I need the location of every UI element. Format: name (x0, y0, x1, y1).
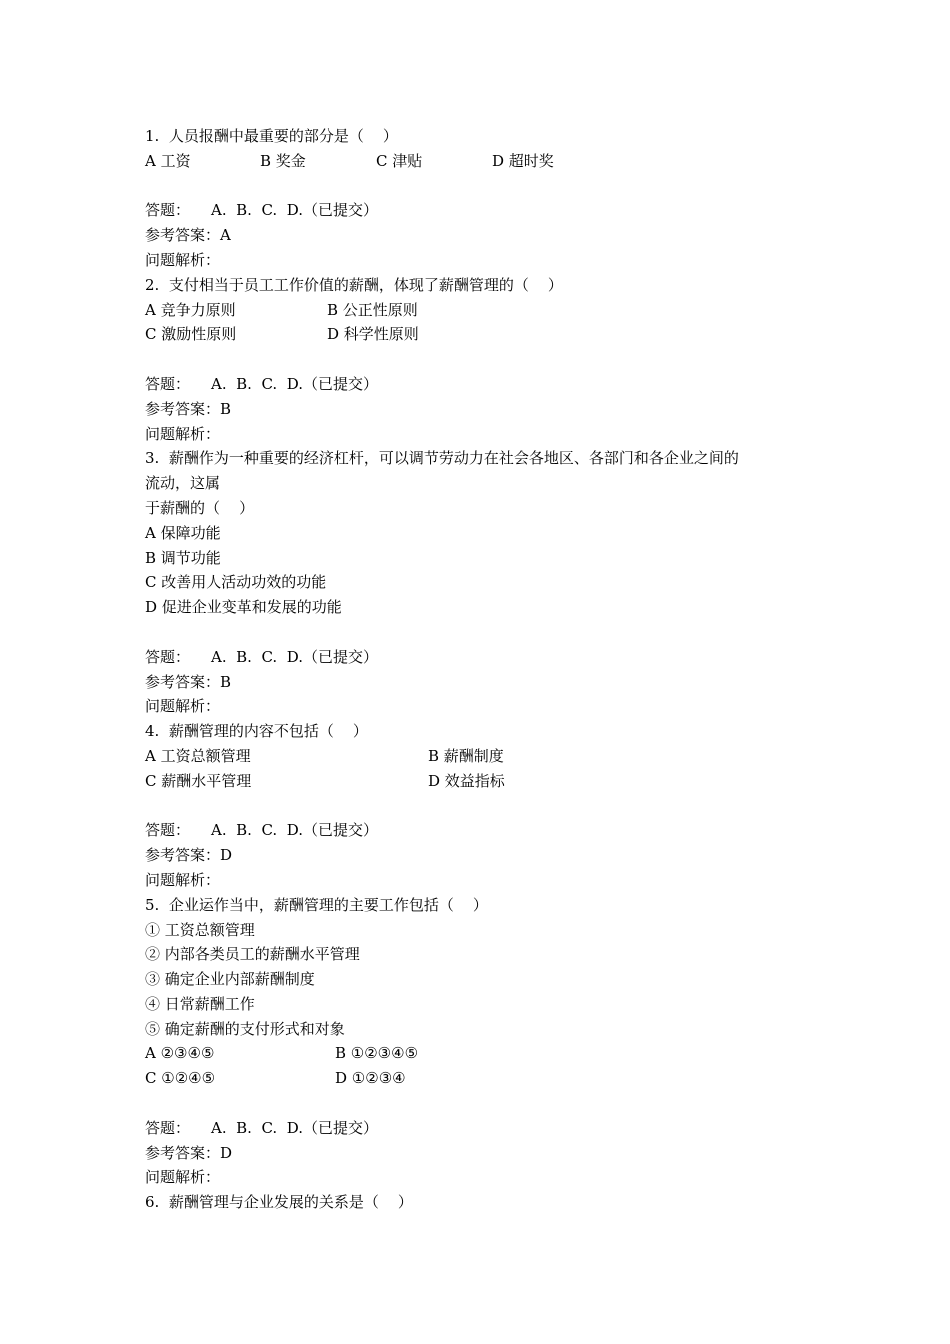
reference-answer: 参考答案：B (145, 672, 232, 691)
list-item: ④ 日常薪酬工作 (145, 994, 255, 1013)
option-b: B ①②③④⑤ (335, 1044, 419, 1063)
question-4 (145, 719, 825, 893)
list-item: ② 内部各类员工的薪酬水平管理 (145, 945, 360, 964)
spacer (145, 620, 825, 645)
reference-answer: 参考答案：D (145, 846, 233, 865)
answer-label: 答题： (145, 374, 191, 393)
option-row (145, 149, 825, 174)
option-a: A 竞争力原则 (145, 300, 236, 319)
list-item: ① 工资总额管理 (145, 920, 255, 939)
option-c: C 改善用人活动功效的功能 (145, 573, 327, 592)
option-c: C ①②④⑤ (145, 1069, 216, 1088)
answer-choices[interactable]: A. B. C. D.（已提交） (211, 374, 378, 393)
answer-line (145, 1116, 825, 1141)
spacer (145, 794, 825, 819)
option-d: D 促进企业变革和发展的功能 (145, 598, 342, 617)
question-stem: 流动，这属 (145, 474, 221, 493)
reference-answer: 参考答案：A (145, 226, 231, 245)
option-b: B 公正性原则 (327, 300, 418, 319)
option-a: A 工资 (145, 151, 191, 170)
option-row (145, 322, 825, 347)
analysis-label: 问题解析： (145, 870, 221, 889)
option-a: A ②③④⑤ (145, 1044, 215, 1063)
analysis-label: 问题解析： (145, 424, 221, 443)
option-d: D 科学性原则 (327, 325, 419, 344)
spacer (145, 347, 825, 372)
option-b: B 奖金 (260, 151, 306, 170)
option-d: D 效益指标 (428, 771, 505, 790)
option-row (145, 1041, 825, 1066)
question-6 (145, 1190, 825, 1215)
question-stem: 5. 企业运作当中，薪酬管理的主要工作包括（ ） (145, 895, 488, 914)
answer-line (145, 818, 825, 843)
option-d: D 超时奖 (492, 151, 554, 170)
answer-choices[interactable]: A. B. C. D.（已提交） (211, 201, 378, 220)
question-3 (145, 446, 825, 719)
option-row (145, 1066, 825, 1091)
answer-choices[interactable]: A. B. C. D.（已提交） (211, 821, 378, 840)
option-row (145, 298, 825, 323)
question-stem: 6. 薪酬管理与企业发展的关系是（ ） (145, 1193, 413, 1212)
option-c: C 津贴 (376, 151, 423, 170)
option-c: C 激励性原则 (145, 325, 237, 344)
spacer (145, 174, 825, 199)
answer-label: 答题： (145, 647, 191, 666)
answer-label: 答题： (145, 1118, 191, 1137)
question-stem: 2. 支付相当于员工工作价值的薪酬，体现了薪酬管理的（ ） (145, 275, 563, 294)
question-stem: 1. 人员报酬中最重要的部分是（ ） (145, 127, 398, 145)
question-stem: 3. 薪酬作为一种重要的经济杠杆，可以调节劳动力在社会各地区、各部门和各企业之间的 (145, 449, 739, 468)
option-a: A 保障功能 (145, 523, 221, 542)
answer-label: 答题： (145, 821, 191, 840)
reference-answer: 参考答案：D (145, 1143, 233, 1162)
option-a: A 工资总额管理 (145, 746, 251, 765)
question-stem: 于薪酬的（ ） (145, 498, 255, 517)
answer-choices[interactable]: A. B. C. D.（已提交） (211, 647, 378, 666)
question-stem: 4. 薪酬管理的内容不包括（ ） (145, 722, 368, 741)
option-b: B 薪酬制度 (428, 746, 504, 765)
question-2 (145, 273, 825, 447)
option-row (145, 744, 825, 769)
spacer (145, 1091, 825, 1116)
question-1 (145, 124, 825, 273)
option-d: D ①②③④ (335, 1069, 406, 1088)
answer-label: 答题： (145, 201, 191, 220)
option-row (145, 769, 825, 794)
reference-answer: 参考答案：B (145, 399, 232, 418)
analysis-label: 问题解析： (145, 250, 221, 269)
answer-line (145, 372, 825, 397)
analysis-label: 问题解析： (145, 697, 221, 716)
answer-line (145, 645, 825, 670)
option-b: B 调节功能 (145, 548, 221, 567)
option-c: C 薪酬水平管理 (145, 771, 252, 790)
question-5 (145, 893, 825, 1191)
analysis-label: 问题解析： (145, 1168, 221, 1187)
list-item: ⑤ 确定薪酬的支付形式和对象 (145, 1019, 345, 1038)
document-page (145, 124, 825, 1215)
list-item: ③ 确定企业内部薪酬制度 (145, 970, 315, 989)
answer-line (145, 198, 825, 223)
answer-choices[interactable]: A. B. C. D.（已提交） (211, 1118, 378, 1137)
